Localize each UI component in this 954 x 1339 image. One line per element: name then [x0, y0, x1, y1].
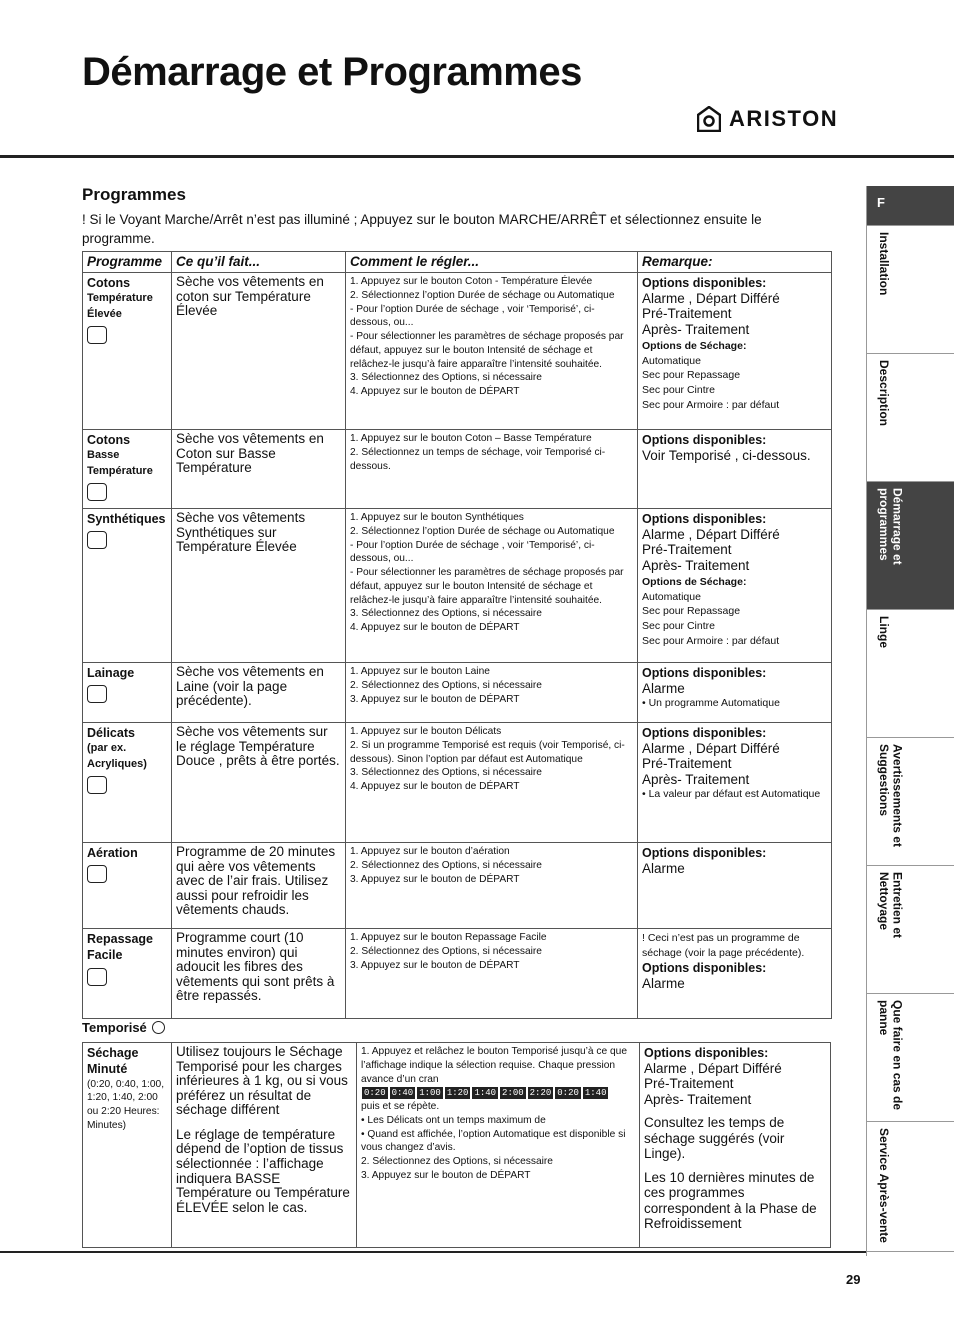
option-item: Après- Traitement [642, 771, 750, 787]
program-remarks [638, 723, 832, 843]
table-row [83, 663, 832, 723]
drying-options-title: Options de Séchage: [642, 576, 747, 589]
instruction-step: 2. Sélectionnez des Options, si nécessaire [350, 945, 542, 957]
options-title: Options disponibles: [642, 961, 767, 976]
program-subtitle: Basse Température [87, 449, 153, 477]
program-remarks [638, 430, 832, 509]
program-remarks [640, 1043, 831, 1248]
instruction-step: 3. Appuyez sur le bouton de DÉPART [350, 959, 520, 971]
drying-option: • La valeur par défaut est Automatique [642, 788, 821, 801]
drying-option: Sec pour Cintre [642, 620, 715, 633]
table-header-3: Remarque: [638, 252, 832, 273]
instruction-step: 3. Appuyez sur le bouton de DÉPART [361, 1169, 531, 1181]
temporise-label: Temporisé [82, 1020, 147, 1035]
time-display-chip: 1:40 [584, 1088, 607, 1099]
program-description: Sèche vos vêtements en Coton sur Basse Température [172, 430, 346, 509]
instruction-step: 1. Appuyez et relâchez le bouton Temporisé jusqu’à ce que l’affichage indique la sélection requise. Chaque pression avance d’un cran [361, 1046, 627, 1085]
instruction-step: 3. Appuyez sur le bouton de DÉPART [350, 873, 520, 885]
drying-option: • Un programme Automatique [642, 697, 780, 710]
side-tab-label: Installation [877, 232, 892, 296]
table-row [83, 509, 832, 663]
program-description: Sèche vos vêtements en coton sur Température Élevée [172, 273, 346, 430]
description-paragraph: Utilisez toujours le Séchage Temporisé pour les charges inférieures à 1 kg, ou si vous préférez un résultat de séchage différent [176, 1044, 348, 1118]
program-instructions [357, 1043, 640, 1248]
side-tab-label: Linge [877, 616, 892, 648]
instruction-step: 2. Si un programme Temporisé est requis (voir Temporisé, ci-dessous). Sinon l’option par défaut est Automatique [350, 739, 625, 765]
instruction-step: puis et se répète. [361, 1101, 440, 1113]
program-remarks [638, 929, 832, 1019]
program-name: Synthétiques [87, 512, 166, 527]
side-tab-6[interactable] [867, 866, 954, 994]
program-description: Sèche vos vêtements en Laine (voir la page précédente). [172, 663, 346, 723]
instruction-step: 2. Sélectionnez l’option Durée de séchage ou Automatique [350, 289, 615, 301]
side-tab-label: Description [877, 360, 892, 427]
time-display-chip: 1:40 [474, 1088, 497, 1099]
program-instructions [346, 430, 638, 509]
time-display-chip: 1:00 [419, 1088, 441, 1099]
program-cell [83, 843, 172, 929]
program-cell [83, 929, 172, 1019]
footer-rule [0, 1251, 866, 1253]
option-item: Alarme [642, 975, 685, 991]
program-cell [83, 663, 172, 723]
program-icon [87, 968, 107, 986]
options-title: Options disponibles: [644, 1046, 769, 1060]
ariston-logo-icon [697, 106, 721, 132]
side-tab-2[interactable] [867, 354, 954, 482]
instruction-step: 1. Appuyez sur le bouton Synthétiques [350, 512, 524, 524]
program-instructions [346, 723, 638, 843]
program-remarks [638, 509, 832, 663]
description-paragraph: Le réglage de température dépend de l’option de tissus sélectionnée : l’affichage indiquera BASSE Température ou Température ÉLEVÉE selon le cas. [176, 1126, 350, 1215]
side-tab-5[interactable] [867, 738, 954, 866]
option-item: Alarme [642, 860, 685, 876]
program-cell [83, 273, 172, 430]
program-cell [83, 1043, 172, 1248]
brand-logo [697, 106, 838, 132]
program-name: Délicats [87, 726, 135, 741]
program-remarks [638, 663, 832, 723]
program-cell [83, 723, 172, 843]
options-title: Options disponibles: [642, 846, 767, 861]
program-description: Sèche vos vêtements Synthétiques sur Température Élevée [172, 509, 346, 663]
section-title: Programmes [82, 185, 186, 204]
program-instructions [346, 273, 638, 430]
instruction-step: - Pour sélectionner les paramètres de séchage proposés par défaut, appuyez sur le bouton Intensité de séchage et relâchez-le jusqu’à faire apparaître l’intensité souhaitée. [350, 331, 624, 370]
temporise-table [82, 1042, 831, 1248]
program-name: Repassage Facile [87, 932, 154, 963]
instruction-step: 1. Appuyez sur le bouton Coton – Basse Température [350, 433, 592, 444]
program-description [172, 1043, 357, 1248]
instruction-step: 3. Appuyez sur le bouton de DÉPART [350, 693, 520, 705]
temporise-title [82, 1020, 167, 1035]
table-header-0: Programme [83, 252, 172, 273]
time-display-chip: 0:20 [364, 1088, 386, 1099]
instruction-step: 3. Sélectionnez des Options, si nécessaire [350, 767, 542, 779]
program-icon [87, 483, 107, 501]
drying-option: Sec pour Armoire : par défaut [642, 398, 780, 411]
table-row [83, 273, 832, 430]
options-title: Options disponibles: [642, 666, 767, 681]
instruction-step: 4. Appuyez sur le bouton de DÉPART [350, 781, 520, 793]
instruction-step: 2. Sélectionnez des Options, si nécessaire [350, 679, 542, 691]
options-title: Options disponibles: [642, 512, 767, 527]
side-tab-3[interactable] [867, 482, 954, 610]
instruction-step: - Pour l’option Durée de séchage , voir ‘Temporisé’, ci-dessous, ou... [350, 303, 595, 329]
side-tab-0[interactable] [867, 186, 954, 226]
options-title: Options disponibles: [642, 726, 767, 741]
program-instructions [346, 843, 638, 929]
intro-text [82, 211, 822, 249]
program-instructions [346, 509, 638, 663]
timer-icon [152, 1021, 165, 1034]
program-subtitle: (0:20, 0:40, 1:00, 1:20, 1:40, 2:00 ou 2:20 Heures: Minutes) [87, 1078, 165, 1131]
program-remarks [638, 843, 832, 929]
instruction-step: 1. Appuyez sur le bouton Coton - Température Élevée [350, 276, 593, 287]
options-title: Options disponibles: [642, 433, 767, 447]
program-icon [87, 865, 107, 883]
table-header-2: Comment le régler... [346, 252, 638, 273]
option-item: Alarme , Départ Différé [642, 290, 780, 306]
table-row [83, 430, 832, 509]
option-item: Voir Temporisé , ci-dessous. [642, 447, 811, 463]
program-instructions [346, 663, 638, 723]
program-description: Programme de 20 minutes qui aère vos vêtements avec de l’air frais. Utilisez aussi pour refroidir les vêtements chauds. [172, 843, 346, 929]
header-rule [0, 155, 954, 158]
option-item: Consultez les temps de séchage suggérés (voir Linge). [644, 1115, 785, 1162]
program-icon [87, 326, 107, 344]
program-icon [87, 531, 107, 549]
side-tab-label: Avertissements et Suggestions [877, 744, 905, 847]
side-tab-4[interactable] [867, 610, 954, 738]
side-tab-label: Que faire en cas de panne [877, 1000, 905, 1111]
time-display-chip: 2:00 [502, 1088, 524, 1099]
option-item: Les 10 dernières minutes de ces programmes correspondent à la Phase de Refroidissement [644, 1169, 817, 1232]
option-item: Alarme [642, 680, 685, 696]
instruction-step: • Les Délicats ont un temps maximum de [361, 1114, 546, 1126]
option-item: Alarme , Départ Différé [642, 526, 780, 542]
instruction-step: • Quand est affichée, l’option Automatique est disponible si vous changez d’avis. [361, 1128, 626, 1154]
side-tab-label: Entretien et Nettoyage [877, 872, 905, 939]
program-cell [83, 430, 172, 509]
option-item: Après- Traitement [644, 1091, 752, 1107]
drying-option: Sec pour Armoire : par défaut [642, 634, 780, 647]
side-tab-7[interactable] [867, 994, 954, 1122]
program-name: Aération [87, 846, 138, 861]
table-row [83, 843, 832, 929]
option-item: Alarme , Départ Différé [644, 1060, 782, 1076]
instruction-step: 2. Sélectionnez des Options, si nécessaire [350, 859, 542, 871]
program-instructions [346, 929, 638, 1019]
instruction-step: 1. Appuyez sur le bouton d’aération [350, 846, 510, 858]
instruction-step: 1. Appuyez sur le bouton Repassage Facile [350, 932, 547, 944]
time-display-chip: 2:20 [529, 1088, 552, 1099]
side-tab-bar [866, 186, 954, 1256]
instruction-step: 2. Sélectionnez des Options, si nécessaire [361, 1156, 553, 1168]
side-tab-label: Démarrage et programmes [877, 488, 905, 565]
program-subtitle: Température Élevée [87, 292, 153, 320]
time-display-chip: 0:40 [391, 1088, 414, 1099]
programmes-table [82, 251, 832, 1019]
side-tab-1[interactable] [867, 226, 954, 354]
drying-option: Sec pour Repassage [642, 605, 741, 618]
program-icon [87, 776, 107, 794]
page-title: Démarrage et Programmes [82, 50, 582, 94]
intro-label: ! Si le Voyant Marche/Arrêt n’est pas illuminé ; Appuyez sur le bouton MARCHE/ARRÊT et sélectionnez ensuite le programme. [82, 212, 762, 246]
program-name: Séchage Minuté [87, 1046, 139, 1077]
instruction-step: 2. Sélectionnez un temps de séchage, voir Temporisé ci-dessous. [350, 446, 606, 472]
instruction-step: 1. Appuyez sur le bouton Laine [350, 666, 490, 678]
table-row [83, 723, 832, 843]
page-number: 29 [846, 1272, 861, 1287]
option-item: Pré-Traitement [642, 756, 732, 772]
instruction-step: - Pour l’option Durée de séchage , voir ‘Temporisé’, ci-dessous, ou... [350, 539, 595, 565]
options-title: Options disponibles: [642, 276, 767, 290]
brand-name: ARISTON [729, 106, 839, 131]
option-item: Pré-Traitement [642, 542, 732, 558]
chip-row [361, 1086, 635, 1100]
program-icon [87, 685, 107, 703]
option-item: Pré-Traitement [644, 1076, 734, 1092]
drying-options-title: Options de Séchage: [642, 340, 747, 353]
drying-option: Automatique [642, 354, 701, 367]
program-subtitle: (par ex. Acryliques) [87, 742, 147, 770]
option-item: Alarme , Départ Différé [642, 740, 780, 756]
table-header-1: Ce qu’il fait... [172, 252, 346, 273]
program-description: Sèche vos vêtements sur le réglage Température Douce , prêts à être portés. [172, 723, 346, 843]
instruction-step: 3. Sélectionnez des Options, si nécessaire [350, 372, 542, 384]
remark-warning: ! Ceci n’est pas un programme de séchage (voir la page précédente). [642, 932, 805, 959]
program-cell [83, 509, 172, 663]
instruction-step: 3. Sélectionnez des Options, si nécessaire [350, 608, 542, 620]
drying-option: Sec pour Repassage [642, 369, 741, 382]
instruction-step: 1. Appuyez sur le bouton Délicats [350, 726, 502, 738]
table-row [83, 929, 832, 1019]
program-name: Cotons [87, 276, 131, 290]
side-tab-label: Service Après-vente [877, 1128, 892, 1243]
instruction-step: 4. Appuyez sur le bouton de DÉPART [350, 622, 520, 634]
program-name: Cotons [87, 433, 131, 447]
drying-option: Sec pour Cintre [642, 384, 715, 397]
drying-option: Automatique [642, 590, 701, 603]
instruction-step: 4. Appuyez sur le bouton de DÉPART [350, 386, 520, 398]
option-item: Pré-Traitement [642, 306, 732, 322]
instruction-step: - Pour sélectionner les paramètres de séchage proposés par défaut, appuyez sur le bouton Intensité de séchage et relâchez-le jusqu’à faire apparaître l’intensité souhaitée. [350, 567, 624, 606]
program-remarks [638, 273, 832, 430]
program-name: Lainage [87, 666, 135, 681]
program-description: Programme court (10 minutes environ) qui adoucit les fibres des vêtements qui sont prêts à être repassés. [172, 929, 346, 1019]
instruction-step: 2. Sélectionnez l’option Durée de séchage ou Automatique [350, 525, 615, 537]
side-tab-label: F [877, 195, 885, 210]
option-item: Après- Traitement [642, 557, 750, 573]
side-tab-8[interactable] [867, 1122, 954, 1252]
time-display-chip: 1:20 [446, 1088, 469, 1099]
option-item: Après- Traitement [642, 321, 750, 337]
time-display-chip: 0:20 [557, 1088, 579, 1099]
